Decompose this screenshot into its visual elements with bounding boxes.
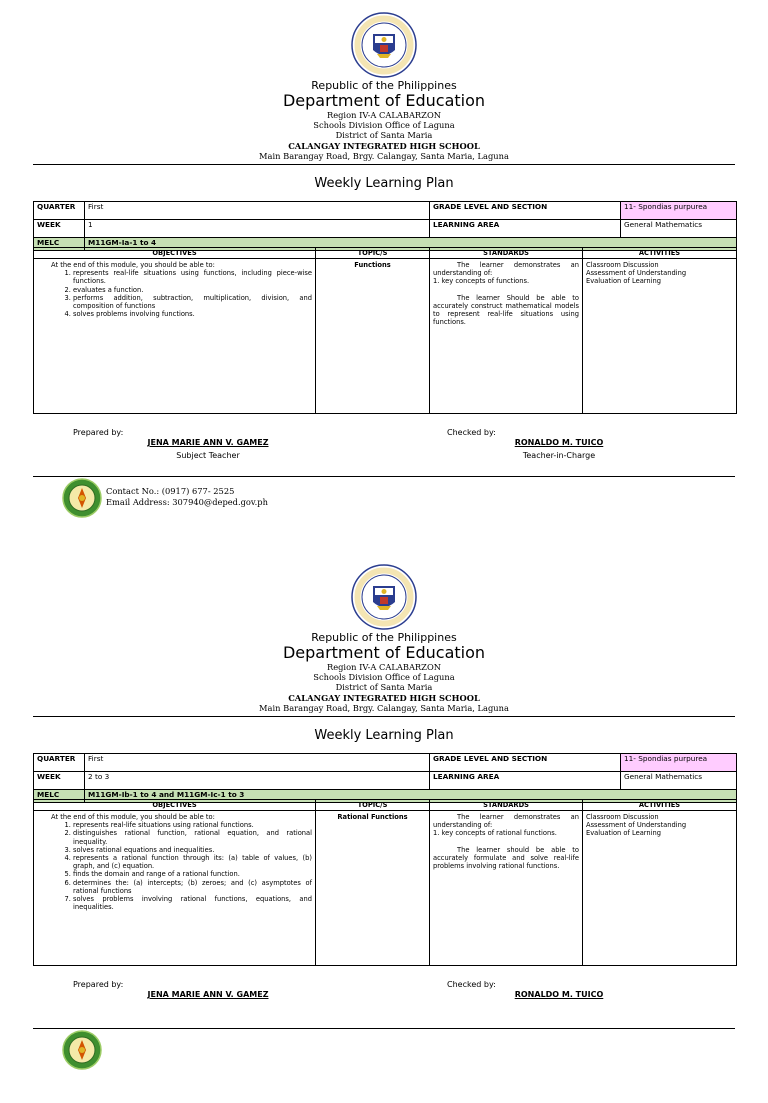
standards-cell bbox=[430, 259, 583, 414]
checked-name: RONALDO M. TUICO bbox=[514, 990, 604, 999]
activity-item: Assessment of Understanding bbox=[586, 821, 687, 830]
activity-item: Evaluation of Learning bbox=[586, 829, 662, 838]
column-headers bbox=[34, 800, 737, 811]
objective-item: 3. solves rational equations and inequalities. bbox=[73, 846, 312, 854]
activities-list bbox=[586, 813, 733, 838]
objective-item: 3. performs addition, subtraction, multiplication, division, and composition of functions bbox=[73, 294, 312, 310]
quarter-value: First bbox=[85, 202, 430, 220]
objective-item: 6. determines the: (a) intercepts; (b) zeroes; and (c) asymptotes of rational functions bbox=[73, 879, 312, 895]
activities-cell bbox=[583, 259, 737, 414]
area-value: General Mathematics bbox=[621, 772, 737, 790]
content-standard-text: The learner demonstrates an understanding of: bbox=[433, 261, 579, 278]
quarter-row bbox=[34, 202, 737, 220]
prepared-role: Subject Teacher bbox=[176, 451, 240, 460]
prepared-name: JENA MARIE ANN V. GAMEZ bbox=[147, 990, 269, 999]
grade-value: 11- Spondias purpurea bbox=[621, 202, 737, 220]
objectives-list bbox=[37, 269, 312, 318]
objective-item: 5. finds the domain and range of a rational function. bbox=[73, 870, 312, 878]
content-row bbox=[34, 259, 737, 414]
topics-header: TOPIC/S bbox=[316, 248, 430, 259]
week-row bbox=[34, 772, 737, 790]
melc-label: MELC bbox=[34, 790, 85, 803]
district: District of Santa Maria bbox=[335, 130, 433, 141]
plan-title: Weekly Learning Plan bbox=[314, 176, 454, 191]
plan-info-table bbox=[33, 753, 737, 803]
lesson-plan-page bbox=[0, 0, 768, 551]
objective-item: 2. distinguishes rational function, rational equation, and rational inequality. bbox=[73, 829, 312, 845]
week-label: WEEK bbox=[34, 772, 85, 790]
school-address: Main Barangay Road, Brgy. Calangay, Santa Maria, Laguna bbox=[259, 150, 509, 161]
standards-header: STANDARDS bbox=[430, 248, 583, 259]
objectives-header: OBJECTIVES bbox=[34, 248, 316, 259]
objectives-cell bbox=[34, 259, 316, 414]
school-name: CALANGAY INTEGRATED HIGH SCHOOL bbox=[288, 140, 480, 151]
area-label: LEARNING AREA bbox=[430, 220, 621, 238]
content-standard-item: 1. key concepts of rational functions. bbox=[433, 829, 557, 838]
objective-item: 4. solves problems involving functions. bbox=[73, 310, 312, 318]
topics-header: TOPIC/S bbox=[316, 800, 430, 811]
activities-list bbox=[586, 261, 733, 286]
department-title: Department of Education bbox=[282, 91, 486, 110]
standards-header: STANDARDS bbox=[430, 800, 583, 811]
quarter-label: QUARTER bbox=[34, 754, 85, 772]
content-standard-item: 1. key concepts of functions. bbox=[433, 277, 530, 286]
plan-info-table bbox=[33, 201, 737, 251]
contact-block bbox=[106, 486, 268, 508]
district: District of Santa Maria bbox=[335, 682, 433, 693]
department-title: Department of Education bbox=[282, 643, 486, 662]
activities-header: ACTIVITIES bbox=[583, 248, 737, 259]
content-standard-text: The learner demonstrates an understanding of: bbox=[433, 813, 579, 830]
footer-divider bbox=[33, 476, 735, 477]
objectives-intro: At the end of this module, you should be able to: bbox=[51, 261, 215, 269]
objective-item: 2. evaluates a function. bbox=[73, 286, 312, 294]
objectives-list bbox=[37, 821, 312, 911]
grade-label: GRADE LEVEL AND SECTION bbox=[430, 202, 621, 220]
plan-content-table bbox=[33, 247, 737, 414]
topic-cell: Rational Functions bbox=[316, 811, 430, 966]
topic-cell: Functions bbox=[316, 259, 430, 414]
school-name: CALANGAY INTEGRATED HIGH SCHOOL bbox=[288, 692, 480, 703]
area-value: General Mathematics bbox=[621, 220, 737, 238]
checked-role: Teacher-in-Charge bbox=[522, 451, 596, 460]
activity-item: Assessment of Understanding bbox=[586, 269, 687, 278]
activity-item: Classroom Discussion bbox=[586, 261, 659, 269]
contact-number: Contact No.: (0917) 677- 2525 bbox=[106, 486, 235, 496]
lesson-plan-page bbox=[0, 552, 768, 1103]
activities-header: ACTIVITIES bbox=[583, 800, 737, 811]
footer-divider bbox=[33, 1028, 735, 1029]
area-label: LEARNING AREA bbox=[430, 772, 621, 790]
melc-label: MELC bbox=[34, 238, 85, 251]
objective-item: 1. represents real-life situations using rational functions. bbox=[73, 821, 312, 829]
quarter-value: First bbox=[85, 754, 430, 772]
grade-label: GRADE LEVEL AND SECTION bbox=[430, 754, 621, 772]
school-logo-icon bbox=[62, 478, 102, 518]
school-address: Main Barangay Road, Brgy. Calangay, Santa Maria, Laguna bbox=[259, 702, 509, 713]
activities-cell bbox=[583, 811, 737, 966]
email-address: Email Address: 307940@deped.gov.ph bbox=[106, 497, 268, 507]
prepared-label: Prepared by: bbox=[73, 980, 124, 989]
melc-value: M11GM-Ia-1 to 4 bbox=[85, 238, 737, 251]
objectives-cell bbox=[34, 811, 316, 966]
objectives-header: OBJECTIVES bbox=[34, 800, 316, 811]
checked-label: Checked by: bbox=[447, 980, 496, 989]
objective-item: 1. represents real-life situations using functions, including piece-wise functions. bbox=[73, 269, 312, 285]
week-value: 1 bbox=[85, 220, 430, 238]
republic-line: Republic of the Philippines bbox=[311, 631, 457, 644]
week-label: WEEK bbox=[34, 220, 85, 238]
objectives-intro: At the end of this module, you should be able to: bbox=[51, 813, 215, 821]
prepared-name: JENA MARIE ANN V. GAMEZ bbox=[147, 438, 269, 447]
objective-item: 4. represents a rational function through its: (a) table of values, (b) graph, and (c) equation. bbox=[73, 854, 312, 870]
content-row bbox=[34, 811, 737, 966]
school-details bbox=[0, 662, 768, 713]
prepared-label: Prepared by: bbox=[73, 428, 124, 437]
school-details bbox=[0, 110, 768, 161]
performance-standard: The learner Should be able to accurately construct mathematical models to represent real-life situations using functions. bbox=[433, 293, 579, 327]
activity-item: Evaluation of Learning bbox=[586, 277, 662, 286]
performance-standard: The learner should be able to accurately formulate and solve real-life problems involving rational functions. bbox=[433, 845, 579, 871]
checked-label: Checked by: bbox=[447, 428, 496, 437]
grade-value: 11- Spondias purpurea bbox=[621, 754, 737, 772]
school-logo-icon bbox=[62, 1030, 102, 1070]
column-headers bbox=[34, 248, 737, 259]
plan-content-table bbox=[33, 799, 737, 966]
deped-seal-icon bbox=[351, 564, 417, 630]
region: Region IV-A CALABARZON bbox=[326, 662, 442, 672]
objective-item: 7. solves problems involving rational functions, equations, and inequalities. bbox=[73, 895, 312, 911]
quarter-row bbox=[34, 754, 737, 772]
standards-cell bbox=[430, 811, 583, 966]
checked-name: RONALDO M. TUICO bbox=[514, 438, 604, 447]
melc-value: M11GM-Ib-1 to 4 and M11GM-Ic-1 to 3 bbox=[85, 790, 737, 803]
week-row bbox=[34, 220, 737, 238]
quarter-label: QUARTER bbox=[34, 202, 85, 220]
deped-seal-icon bbox=[351, 12, 417, 78]
plan-title: Weekly Learning Plan bbox=[314, 728, 454, 743]
republic-line: Republic of the Philippines bbox=[311, 79, 457, 92]
header-divider bbox=[33, 164, 735, 165]
division: Schools Division Office of Laguna bbox=[313, 120, 455, 131]
week-value: 2 to 3 bbox=[85, 772, 430, 790]
header-divider bbox=[33, 716, 735, 717]
region: Region IV-A CALABARZON bbox=[326, 110, 442, 120]
division: Schools Division Office of Laguna bbox=[313, 672, 455, 683]
activity-item: Classroom Discussion bbox=[586, 813, 659, 821]
